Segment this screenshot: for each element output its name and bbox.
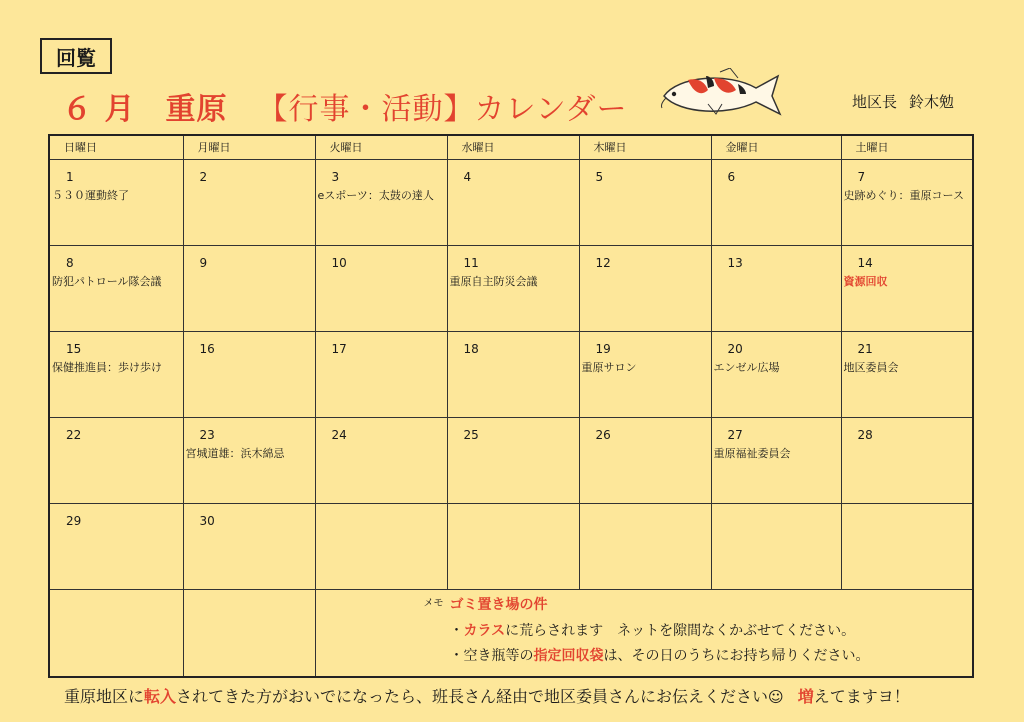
memo-row [49, 589, 973, 677]
event-label [50, 442, 183, 445]
day-number: 10 [331, 255, 347, 270]
day-cell [841, 159, 973, 245]
day-number: 4 [463, 169, 472, 184]
day-cell [579, 245, 711, 331]
memo-line1-prefix: ・ [449, 622, 464, 639]
day-cell [315, 417, 447, 503]
circulate-stamp [40, 38, 112, 74]
memo-line-crows [450, 620, 856, 640]
smiley-icon: ☺ [768, 688, 784, 706]
event-label [448, 184, 579, 187]
day-number: 26 [595, 427, 611, 442]
day-cell [183, 417, 315, 503]
chief-name: 鈴木勉 [909, 93, 955, 111]
day-number: 9 [199, 255, 208, 270]
event-label [580, 514, 711, 517]
day-cell [447, 159, 579, 245]
day-cell [579, 159, 711, 245]
event-label [184, 270, 315, 273]
page-title [62, 84, 628, 128]
event-label [580, 184, 711, 187]
event-label [448, 356, 579, 359]
day-number: 29 [66, 513, 82, 528]
event-label [580, 442, 711, 445]
title-area: 重原 [165, 92, 228, 127]
day-number: 30 [199, 513, 215, 528]
week-row-1 [49, 159, 973, 245]
day-cell [183, 503, 315, 589]
footer-highlight-increase: 増 [797, 687, 814, 706]
day-cell [447, 417, 579, 503]
title-month: ６ 月 [62, 92, 136, 127]
day-cell [711, 245, 841, 331]
day-number: 18 [463, 341, 479, 356]
event-label: 重原福祉委員会 [713, 446, 791, 460]
day-cell [841, 245, 973, 331]
event-label [184, 184, 315, 187]
day-cell [49, 417, 183, 503]
weekday-mon: 月曜日 [183, 135, 315, 159]
day-cell [183, 331, 315, 417]
event-label [316, 442, 447, 445]
day-number [842, 504, 973, 514]
weekday-wed: 水曜日 [447, 135, 579, 159]
weekday-sat: 土曜日 [841, 135, 973, 159]
footer-part1: 重原地区に [64, 687, 145, 706]
day-cell [579, 331, 711, 417]
week-row-3 [49, 331, 973, 417]
memo-line2-highlight: 指定回収袋 [533, 647, 604, 664]
event-label-highlight: 資源回収 [843, 274, 888, 288]
event-label: 防犯パトロール隊会議 [52, 274, 162, 288]
day-number: 24 [331, 427, 347, 442]
day-cell [841, 417, 973, 503]
day-number: 28 [857, 427, 873, 442]
event-label [316, 514, 447, 517]
day-number: 3 [331, 169, 340, 184]
memo-cell [315, 589, 973, 677]
day-number: 13 [727, 255, 743, 270]
day-number [580, 504, 711, 514]
event-label: 宮城道雄：浜木綿忌 [185, 446, 285, 460]
memo-line2-text: は、その日のうちにお持ち帰りください。 [603, 647, 870, 664]
event-label [184, 528, 315, 531]
footer-part3: えてますヨ！ [813, 687, 910, 706]
day-number [448, 504, 579, 514]
event-label [580, 270, 711, 273]
day-cell [711, 417, 841, 503]
event-label [842, 514, 973, 517]
day-number: 19 [595, 341, 611, 356]
day-number: 6 [727, 169, 736, 184]
week-row-2 [49, 245, 973, 331]
day-number: 7 [857, 169, 866, 184]
event-label [712, 270, 841, 273]
day-number: 23 [199, 427, 215, 442]
day-number: 11 [463, 255, 479, 270]
day-number: 16 [199, 341, 215, 356]
memo-line-bags [450, 645, 870, 665]
day-cell [841, 503, 973, 589]
memo-label: メモ [423, 597, 444, 609]
weekday-header-row [49, 135, 973, 159]
day-number: 20 [727, 341, 743, 356]
day-number: 25 [463, 427, 479, 442]
day-cell [49, 503, 183, 589]
event-label: ５３０運動終了 [52, 188, 129, 202]
day-number: 2 [199, 169, 208, 184]
weekday-fri: 金曜日 [711, 135, 841, 159]
footer-highlight-transfer: 転入 [144, 687, 177, 706]
day-number: 27 [727, 427, 743, 442]
weekday-tue: 火曜日 [315, 135, 447, 159]
event-label [712, 184, 841, 187]
footer-notice [64, 684, 910, 707]
footer-part2: されてきた方がおいでになったら、班長さん経由で地区委員さんにお伝えください [176, 687, 769, 706]
day-cell [447, 245, 579, 331]
event-label [316, 270, 447, 273]
calendar-table [48, 134, 974, 678]
event-label: 地区委員会 [843, 360, 899, 374]
chief-role: 地区長 [852, 93, 898, 111]
day-number: 12 [595, 255, 611, 270]
week-row-5 [49, 503, 973, 589]
day-cell [49, 159, 183, 245]
day-cell [447, 331, 579, 417]
weekday-sun: 日曜日 [49, 135, 183, 159]
event-label [448, 442, 579, 445]
memo-line2-prefix: ・空き瓶等の [449, 647, 534, 664]
empty-cell [183, 589, 315, 677]
day-cell [447, 503, 579, 589]
day-cell [315, 245, 447, 331]
day-cell [49, 331, 183, 417]
day-cell [579, 503, 711, 589]
event-label: エンゼル広場 [713, 360, 780, 374]
day-number: 1 [66, 169, 74, 184]
event-label: 重原サロン [581, 360, 637, 374]
day-number [712, 504, 841, 514]
event-label [184, 356, 315, 359]
day-cell [183, 159, 315, 245]
event-label [50, 528, 183, 531]
day-cell [579, 417, 711, 503]
day-number: 8 [66, 255, 74, 270]
day-cell [315, 503, 447, 589]
day-cell [711, 159, 841, 245]
day-cell [841, 331, 973, 417]
day-cell [49, 245, 183, 331]
event-label [712, 514, 841, 517]
day-cell [711, 331, 841, 417]
carp-fish-icon [658, 68, 786, 120]
memo-line1-text: に荒らされます ネットを隙間なくかぶせてください。 [505, 622, 856, 639]
event-label: 重原自主防災会議 [449, 274, 538, 288]
event-label: 保健推進員：歩け歩け [52, 360, 162, 374]
day-number: 22 [66, 427, 82, 442]
day-cell [315, 331, 447, 417]
memo-line1-highlight: カラス [463, 622, 506, 639]
event-label [842, 442, 973, 445]
day-number: 17 [331, 341, 347, 356]
weekday-thu: 木曜日 [579, 135, 711, 159]
memo-title: ゴミ置き場の件 [449, 596, 548, 613]
day-cell [711, 503, 841, 589]
district-chief [852, 91, 954, 112]
day-number [316, 504, 447, 514]
day-number: 21 [857, 341, 873, 356]
event-label: 史跡めぐり：重原コース [843, 188, 964, 202]
event-label [316, 356, 447, 359]
day-number: 15 [66, 341, 82, 356]
day-cell [315, 159, 447, 245]
day-number: 14 [857, 255, 873, 270]
empty-cell [49, 589, 183, 677]
event-label: eスポーツ：太鼓の達人 [317, 188, 434, 202]
circulate-label: 回覧 [56, 45, 96, 70]
day-cell [183, 245, 315, 331]
title-rest: 【行事・活動】カレンダー [257, 92, 628, 127]
week-row-4 [49, 417, 973, 503]
day-number: 5 [595, 169, 604, 184]
event-label [448, 514, 579, 517]
